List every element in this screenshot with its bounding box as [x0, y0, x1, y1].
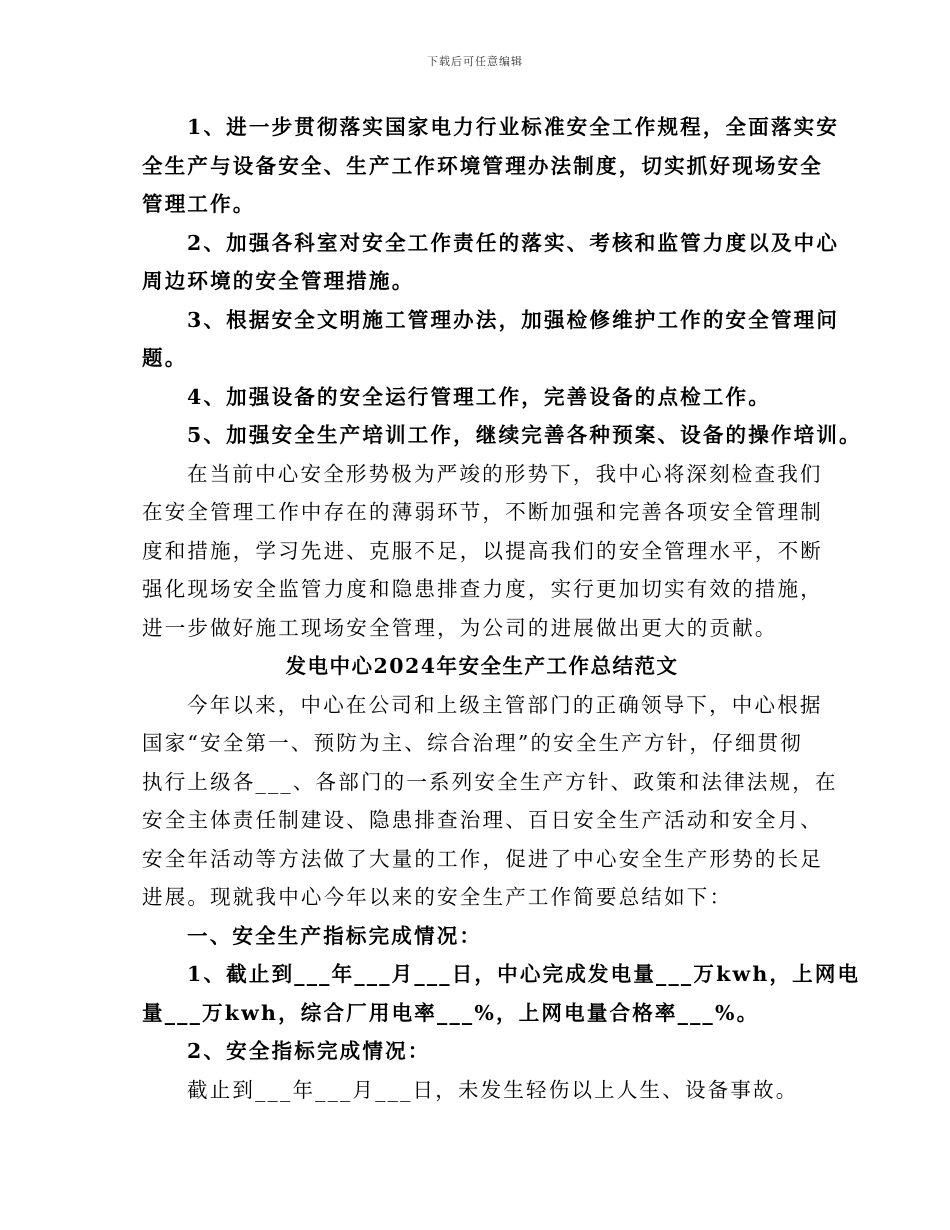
text-line: 截止到___年___月___日，未发生轻伤以上人生、设备事故。 — [187, 1077, 799, 1102]
text-line: 国家“安全第一、预防为主、综合治理”的安全生产方针，仔细贯彻 — [142, 731, 803, 755]
text-line: 1、进一步贯彻落实国家电力行业标准安全工作规程，全面落实安 — [187, 115, 840, 139]
text-line: 在安全管理工作中存在的薄弱环节，不断加强和完善各项安全管理制 — [142, 500, 823, 524]
text-line: 周边环境的安全管理措施。 — [142, 269, 415, 293]
text-line: 今年以来，中心在公司和上级主管部门的正确领导下，中心根据 — [187, 692, 823, 717]
text-line: 4、加强设备的安全运行管理工作，完善设备的点检工作。 — [187, 384, 771, 409]
text-line: 1、截止到___年___月___日，中心完成发电量___万kwh，上网电 — [187, 962, 861, 986]
page-header: 下载后可任意编辑 — [427, 55, 523, 68]
text-line: 安全年活动等方法做了大量的工作，促进了中心安全生产形势的长足 — [142, 846, 823, 871]
text-line: 在当前中心安全形势极为严竣的形势下，我中心将深刻检查我们 — [187, 461, 823, 486]
text-line: 题。 — [142, 346, 188, 370]
text-line: 5、加强安全生产培训工作，继续完善各种预案、设备的操作培训。 — [187, 423, 862, 447]
text-line: 3、根据安全文明施工管理办法，加强检修维护工作的安全管理问 — [187, 307, 840, 332]
text-line: 进展。现就我中心今年以来的安全生产工作简要总结如下： — [142, 885, 733, 909]
text-line: 安全主体责任制建设、隐患排查治理、百日安全生产活动和安全月、 — [142, 808, 823, 832]
text-line: 进一步做好施工现场安全管理，为公司的进展做出更大的贡献。 — [142, 615, 778, 640]
text-line: 管理工作。 — [142, 192, 256, 216]
text-line: 强化现场安全监管力度和隐患排查力度，实行更加切实有效的措施， — [142, 577, 823, 601]
text-line: 2、加强各科室对安全工作责任的落实、考核和监管力度以及中心 — [187, 230, 840, 255]
document-body — [142, 108, 862, 1109]
text-line: 执行上级各___、各部门的一系列安全生产方针、政策和法律法规，在 — [142, 769, 838, 794]
text-line: 全生产与设备安全、生产工作环境管理办法制度，切实抓好现场安全 — [142, 153, 823, 178]
section-title: 发电中心2024年安全生产工作总结范文 — [285, 654, 679, 678]
text-line: 一、安全生产指标完成情况： — [187, 923, 483, 948]
text-line: 度和措施，学习先进、克服不足，以提高我们的安全管理水平，不断 — [142, 538, 823, 563]
text-line: 量___万kwh，综合厂用电率___%，上网电量合格率___%。 — [142, 1000, 760, 1025]
text-line: 2、安全指标完成情况： — [187, 1039, 431, 1063]
